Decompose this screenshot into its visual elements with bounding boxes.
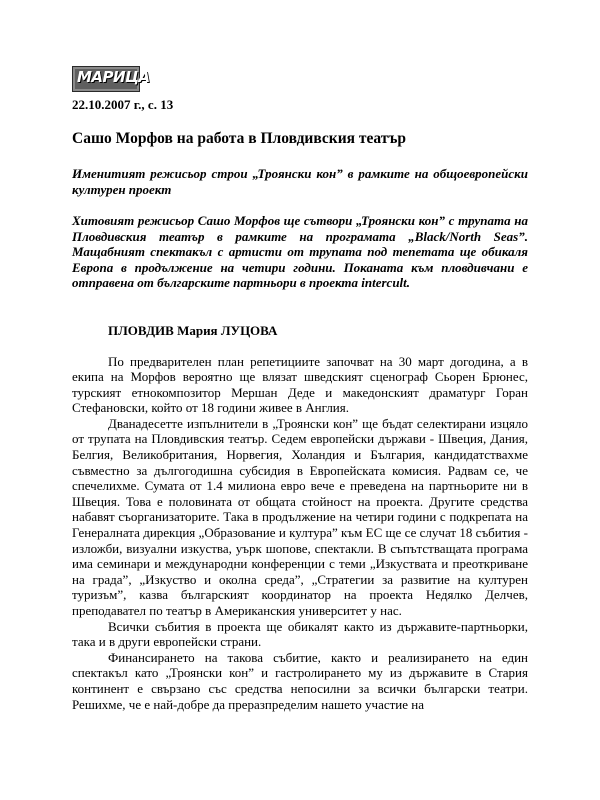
logo-text: МАРИЦА [77, 68, 150, 86]
article-page [72, 66, 528, 712]
article-subtitle: Именитият режисьор строи „Троянски кон” в рамките на общоевропейски културен проект [72, 166, 528, 197]
body-paragraph: По предварителен план репетициите започват на 30 март догодина, а в екипа на Морфов вероятно ще влязат шведският сценограф Сьорен Брюнес, турският етнокомпозитор Мершан Деде и македонският драматург Горан Стефановски, който от 18 години живее в Англия. [72, 353, 528, 416]
article-byline: ПЛОВДИВ Мария ЛУЦОВА [108, 322, 278, 338]
body-paragraph: Всички събития в проекта ще обикалят както из държавите-партньорки, така и в други европейски страни. [72, 618, 528, 650]
date-line: 22.10.2007 г., с. 13 [72, 97, 174, 112]
body-paragraph: Финансирането на такова събитие, както и реализирането на един спектакъл като „Троянски кон” и гастролирането му из държавите в Стария континент е свързано със средства непосилни за всички български театри. Решихме, че е най-добре да преразпределим нашето участие на [72, 649, 528, 712]
article-body [72, 354, 528, 713]
article-headline: Сашо Морфов на работа в Пловдивския театър [72, 130, 407, 147]
newspaper-logo [72, 66, 150, 92]
article-lead: Хитовият режисьор Сашо Морфов ще сътвори „Троянски кон” с трупата на Пловдивския театър в рамките на програмата „Black/North Seas”. Мащабният спектакъл с артисти от трупата под тепетата ще обикаля Европа в продължение на четири години. Поканата към пловдивчани е отправена от българските партньори в проекта intercult. [72, 213, 528, 290]
body-paragraph: Дванадесетте изпълнители в „Троянски кон” ще бъдат селектирани изцяло от трупата на Пловдивския театър. Седем европейски държави - Швеция, Дания, Белгия, Великобритания, Норвегия, Холандия и България, кандидатствахме съвместно за дългогодишна субсидия в Европейската комисия. Радвам се, че спечелихме. Сумата от 1.4 милиона евро вече е преведена на партньорите ни в Швеция. Това е половината от общата стойност на проекта. Другите средства набавят съорганизаторите. Така в продължение на четири години с подкрепата на Генералната дирекция „Образование и култура” към ЕС ще се случат 18 събития - изложби, визуални изкуства, уърк шопове, спектакли. В съпътстващата програма има семинари и международни конференции с теми „Изкуствата и преоткриване на града”, „Изкуство и околна среда”, „Стратегии за развитие на културен туризъм”, казва българският координатор на проекта Недялко Делчев, преподавател по театър в Американския университет у нас. [72, 415, 528, 618]
